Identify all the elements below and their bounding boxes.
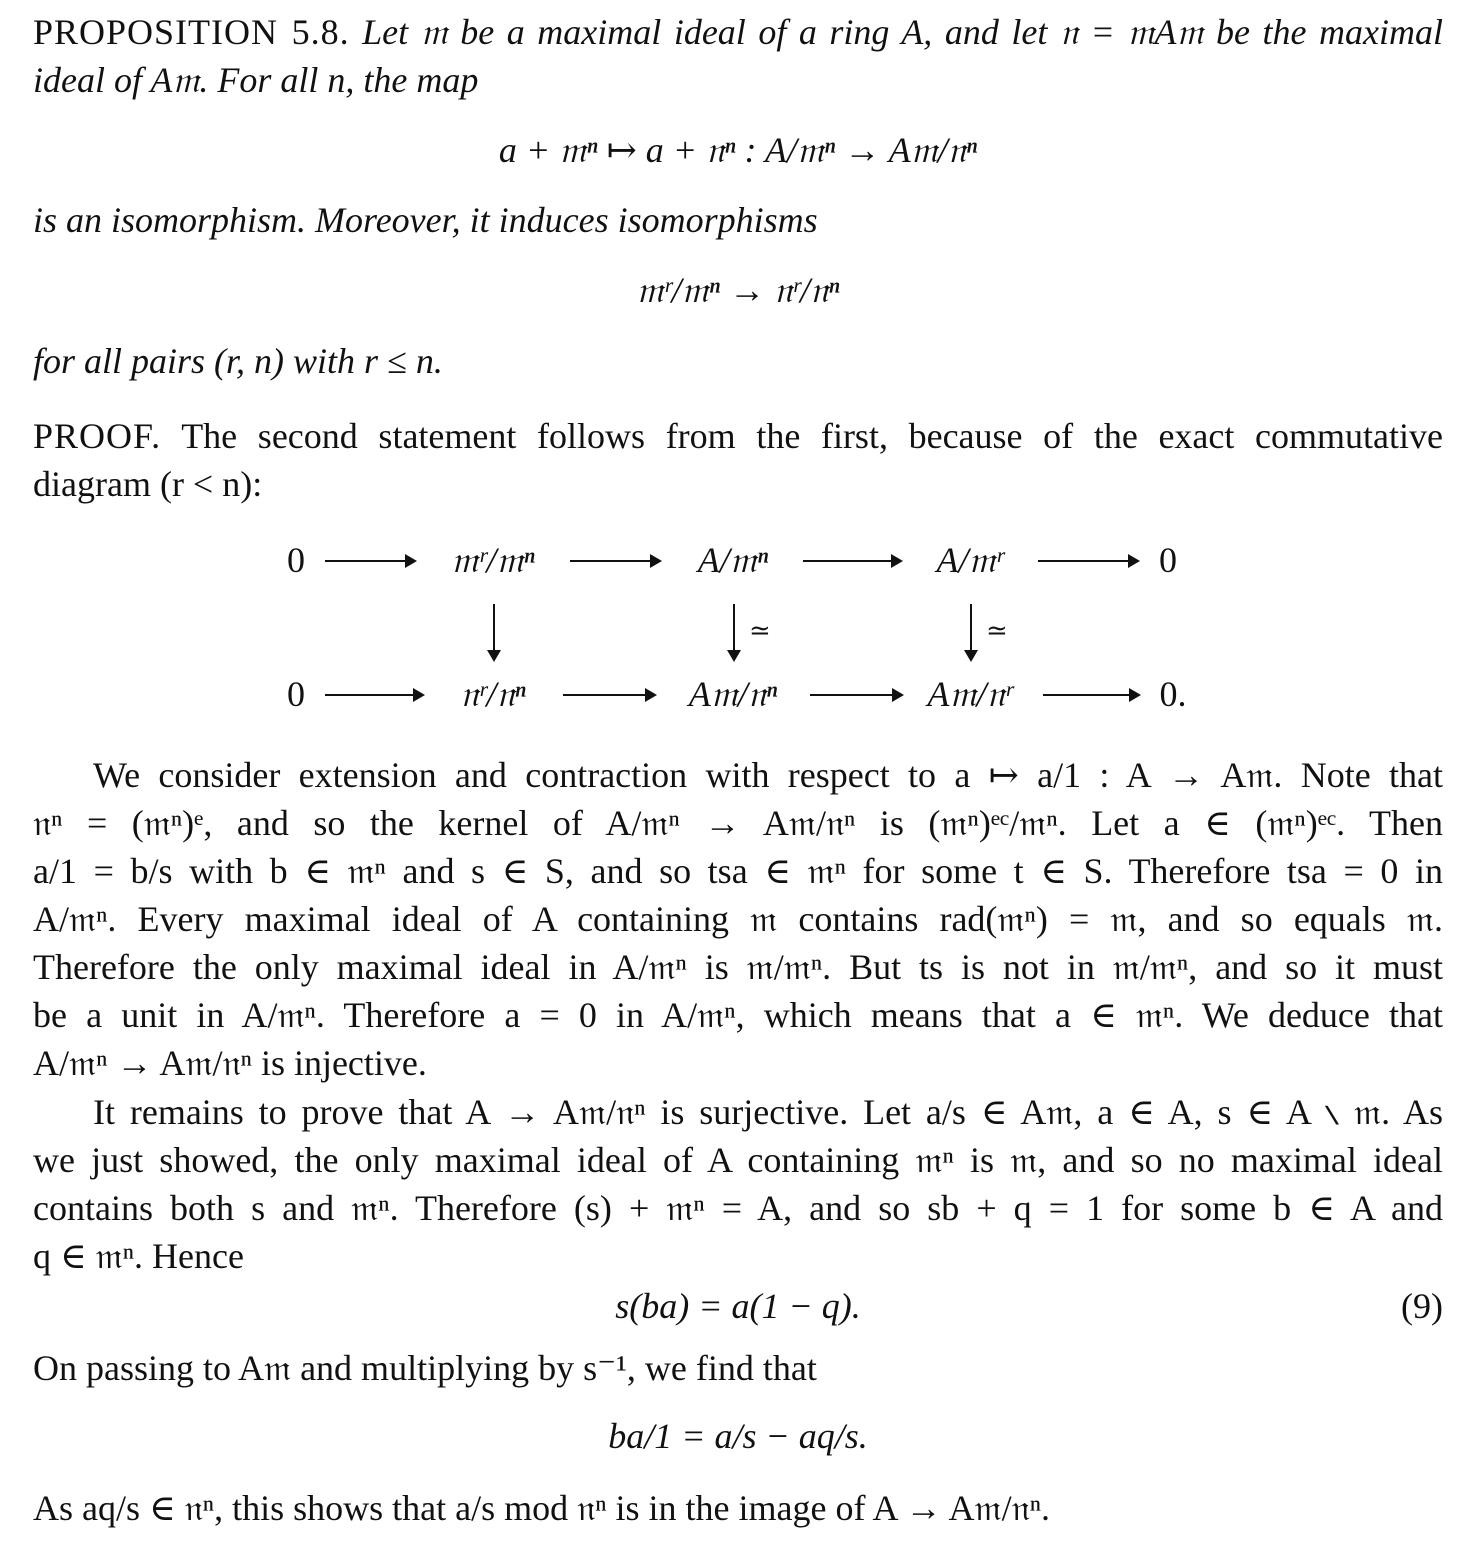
- equation-map: a + 𝔪ⁿ ↦ a + 𝔫ⁿ : A/𝔪ⁿ → A𝔪/𝔫ⁿ: [498, 130, 978, 170]
- para1-line-7: A/𝔪ⁿ → A𝔪/𝔫ⁿ is injective.: [33, 1043, 427, 1083]
- last-line: As aq/s ∈ 𝔫ⁿ, this shows that a/s mod 𝔫ⁿ is in the image of A → A𝔪/𝔫ⁿ.: [33, 1488, 1051, 1528]
- equation-final: ba/1 = a/s − aq/s.: [608, 1416, 868, 1456]
- equation-isomorphisms: 𝔪ʳ/𝔪ⁿ → 𝔫ʳ/𝔫ⁿ: [636, 270, 840, 310]
- diagram-bottom-zero-right: 0.: [1159, 674, 1187, 714]
- diagram-top-arrow-2: [570, 560, 660, 562]
- diagram-top-arrow-4: [1038, 560, 1138, 562]
- diagram-bottom-arrow-4: [1043, 694, 1139, 696]
- diagram-iso-label-1: ≃: [749, 616, 771, 645]
- proof-line-2: diagram (r < n):: [33, 464, 263, 504]
- para2-line-1: It remains to prove that A → A𝔪/𝔫ⁿ is surjective. Let a/s ∈ A𝔪, a ∈ A, s ∈ A ∖ 𝔪. As: [93, 1092, 1443, 1132]
- proposition-line-4: for all pairs (r, n) with r ≤ n.: [33, 341, 443, 381]
- equation-9-number: (9): [1401, 1286, 1443, 1326]
- passing-line: On passing to A𝔪 and multiplying by s⁻¹, we find that: [33, 1348, 817, 1388]
- diagram-bottom-am-nr: A𝔪/𝔫ʳ: [927, 674, 1013, 714]
- diagram-bottom-arrow-3: [810, 694, 902, 696]
- equation-9-row: [33, 1282, 1443, 1330]
- para1-line-1: We consider extension and contraction with respect to a ↦ a/1 : A → A𝔪. Note that: [93, 755, 1443, 795]
- diagram-top-zero-right: 0: [1159, 540, 1177, 580]
- diagram-top-arrow-1: [325, 560, 415, 562]
- diagram-bottom-arrow-1: [325, 694, 423, 696]
- equation-9: s(ba) = a(1 − q).: [615, 1286, 861, 1326]
- proposition-line-3: is an isomorphism. Moreover, it induces isomorphisms: [33, 200, 818, 240]
- diagram-vertical-arrow-2: [733, 604, 735, 660]
- diagram-iso-label-2: ≃: [986, 616, 1008, 645]
- proposition-line-1: [33, 8, 1443, 56]
- diagram-top-mr-mn: 𝔪ʳ/𝔪ⁿ: [451, 540, 535, 580]
- diagram-bottom-am-nn: A𝔪/𝔫ⁿ: [688, 674, 778, 714]
- diagram-vertical-arrow-1: [493, 604, 495, 660]
- diagram-bottom-nr-nn: 𝔫ʳ/𝔫ⁿ: [460, 674, 526, 714]
- para1-line-6: be a unit in A/𝔪ⁿ. Therefore a = 0 in A/𝔪ⁿ, which means that a ∈ 𝔪ⁿ. We deduce that: [33, 995, 1443, 1035]
- proposition-label: PROPOSITION 5.8.: [33, 12, 350, 52]
- para1-line-2: 𝔫ⁿ = (𝔪ⁿ)ᵉ, and so the kernel of A/𝔪ⁿ → A𝔪/𝔫ⁿ is (𝔪ⁿ)ᵉᶜ/𝔪ⁿ. Let a ∈ (𝔪ⁿ)ᵉᶜ. Then: [33, 803, 1443, 843]
- diagram-top-zero-left: 0: [287, 540, 305, 580]
- para2-line-3: contains both s and 𝔪ⁿ. Therefore (s) + 𝔪ⁿ = A, and so sb + q = 1 for some b ∈ A and: [33, 1188, 1443, 1228]
- diagram-bottom-zero-left: 0: [287, 674, 305, 714]
- para2-line-2: we just showed, the only maximal ideal of A containing 𝔪ⁿ is 𝔪, and so no maximal ideal: [33, 1140, 1443, 1180]
- para1-line-3: a/1 = b/s with b ∈ 𝔪ⁿ and s ∈ S, and so tsa ∈ 𝔪ⁿ for some t ∈ S. Therefore tsa = 0 in: [33, 851, 1443, 891]
- diagram-bottom-arrow-2: [563, 694, 655, 696]
- diagram-vertical-arrow-3: [970, 604, 972, 660]
- para1-line-5: Therefore the only maximal ideal in A/𝔪ⁿ is 𝔪/𝔪ⁿ. But ts is not in 𝔪/𝔪ⁿ, and so it must: [33, 947, 1443, 987]
- proposition-line-2: ideal of A𝔪. For all n, the map: [33, 60, 479, 100]
- proof-text-1: The second statement follows from the first, because of the exact commutative: [181, 416, 1443, 456]
- diagram-top-arrow-3: [803, 560, 901, 562]
- para1-line-4: A/𝔪ⁿ. Every maximal ideal of A containing 𝔪 contains rad(𝔪ⁿ) = 𝔪, and so equals 𝔪.: [33, 899, 1443, 939]
- proposition-text-1: Let 𝔪 be a maximal ideal of a ring A, and let 𝔫 = 𝔪A𝔪 be the maximal: [362, 12, 1444, 52]
- proof-line-1: [33, 412, 1443, 460]
- diagram-top-a-mn: A/𝔪ⁿ: [697, 540, 769, 580]
- commutative-diagram: [33, 530, 1443, 730]
- para2-line-4: q ∈ 𝔪ⁿ. Hence: [33, 1236, 244, 1276]
- proof-label: PROOF.: [33, 416, 162, 456]
- diagram-top-a-mr: A/𝔪ʳ: [936, 540, 1004, 580]
